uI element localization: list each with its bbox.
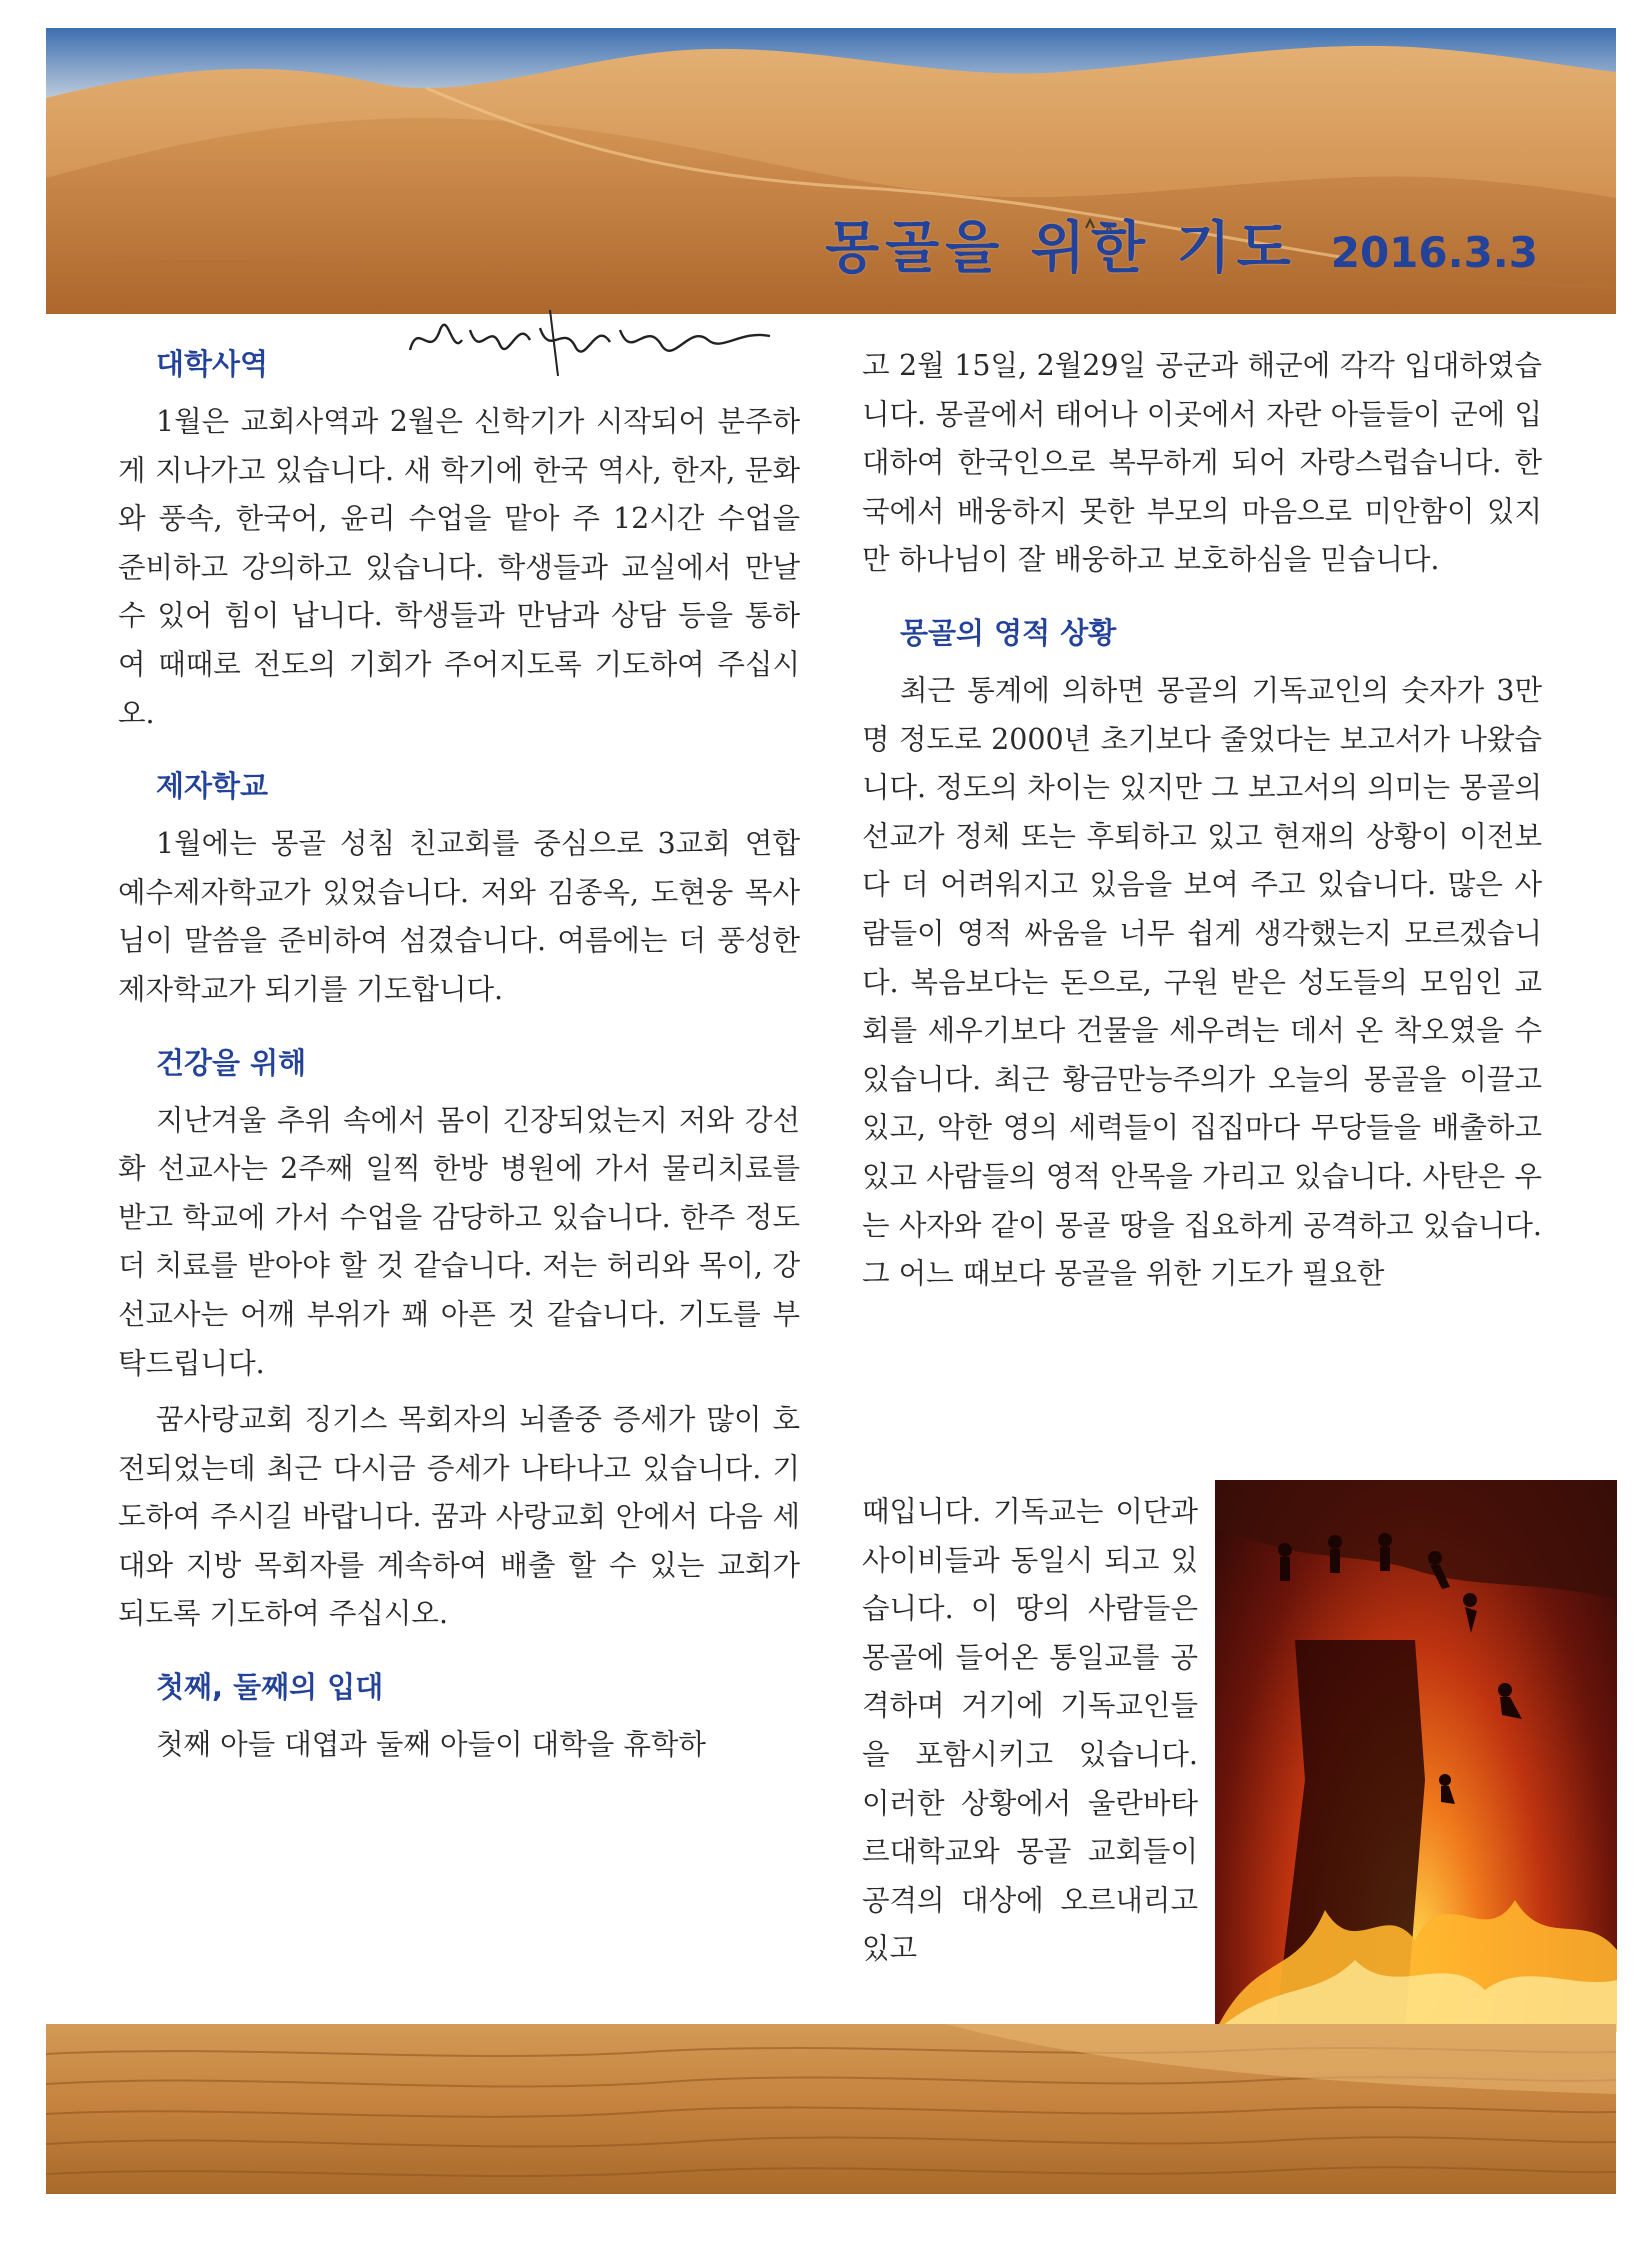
fire-cliff-illustration — [1215, 1480, 1617, 2032]
heading-univ: 대학사역 — [156, 347, 269, 381]
title-group — [825, 204, 1538, 284]
heading-army: 첫째, 둘째의 입대 — [156, 1670, 384, 1705]
right-column — [862, 342, 1542, 1299]
fire-cliff-image — [1215, 1480, 1617, 2032]
para-army-left: 첫째 아들 대엽과 둘째 아들이 대학을 휴학하 — [156, 1728, 706, 1762]
para-univ: 1월은 교회사역과 2월은 신학기가 시작되어 분주하게 지나가고 있습니다. 새 학기에 한국 역사, 한자, 문화와 풍속, 한국어, 윤리 수업을 맡아 주 12시간 수업을 준비하고 강의하고 있습니다. 학생들과 교실에서 만날 수 있어 힘이 납니다. 학생들과 만남과 상담 등을 통하여 때때로 전도의 기회가 주어지도록 기도하여 주십시오. — [118, 405, 800, 730]
para-spiritual: 최근 통계에 의하면 몽골의 기독교인의 숫자가 3만 명 정도로 2000년 초기보다 줄었다는 보고서가 나왔습니다. 정도의 차이는 있지만 그 보고서의 의미는 몽골의 선교가 정체 또는 후퇴하고 있고 현재의 상황이 이전보다 더 어려워지고 있음을 보여 주고 있습니다. 많은 사람들이 영적 싸움을 너무 쉽게 생각했는지 모르겠습니다. 복음보다는 돈으로, 구원 받은 성도들의 모임인 교회를 세우기보다 건물을 세우려는 데서 온 착오였을 수 있습니다. 최근 황금만능주의가 오늘의 몽골을 이끌고 있고, 악한 영의 세력들이 집집마다 무당들을 배출하고 있고 사람들의 영적 안목을 가리고 있습니다. 사탄은 우는 사자와 같이 몽골 땅을 집요하게 공격하고 있습니다. 그 어느 때보다 몽골을 위한 기도가 필요한 — [862, 673, 1542, 1291]
heading-health: 건강을 위해 — [156, 1045, 307, 1080]
para-health-2: 꿈사랑교회 징기스 목회자의 뇌졸중 증세가 많이 호전되었는데 최근 다시금 증세가 나타나고 있습니다. 기도하여 주시길 바랍니다. 꿈과 사랑교회 안에서 다음 세대와 지방 목회자를 계속하여 배출 할 수 있는 교회가 되도록 기도하여 주십시오. — [118, 1403, 800, 1631]
left-column — [118, 342, 800, 1770]
sand-ripples-illustration — [46, 2024, 1616, 2194]
heading-disciple: 제자학교 — [156, 769, 269, 804]
para-disciple: 1월에는 몽골 성침 친교회를 중심으로 3교회 연합 예수제자학교가 있었습니다. 저와 김종옥, 도현웅 목사님이 말씀을 준비하여 섬겼습니다. 여름에는 더 풍성한 제자학교가 되기를 기도합니다. — [118, 827, 800, 1006]
right-column-narrow — [862, 1488, 1198, 1974]
para-army-right: 고 2월 15일, 2월29일 공군과 해군에 각각 입대하였습니다. 몽골에서 태어나 이곳에서 자란 아들들이 군에 입대하여 한국인으로 복무하게 되어 자랑스럽습니다. 한국에서 배웅하지 못한 부모의 마음으로 미안함이 있지만 하나님이 잘 배웅하고 보호하심을 믿습니다. — [862, 349, 1542, 577]
desert-sand-image — [46, 2024, 1616, 2194]
page-title: 몽골을 위한 기도 — [825, 216, 1297, 281]
para-health-1: 지난겨울 추위 속에서 몸이 긴장되었는지 저와 강선화 선교사는 2주째 일찍 한방 병원에 가서 물리치료를 받고 학교에 가서 수업을 감당하고 있습니다. 한주 정도 더 치료를 받아야 할 것 같습니다. 저는 허리와 목이, 강선교사는 어깨 부위가 꽤 아픈 것 같습니다. 기도를 부탁드립니다. — [118, 1103, 800, 1380]
page-date: 2016.3.3 — [1330, 228, 1538, 277]
para-spiritual-narrow: 때입니다. 기독교는 이단과 사이비들과 동일시 되고 있습니다. 이 땅의 사람들은 몽골에 들어온 통일교를 공격하며 거기에 기독교인들을 포함시키고 있습니다. 이러한 상황에서 울란바타르대학교와 몽골 교회들이 공격의 대상에 오르내리고 있고 — [862, 1495, 1198, 1966]
desert-banner-image — [46, 28, 1616, 314]
heading-spiritual: 몽골의 영적 상황 — [900, 615, 1117, 650]
